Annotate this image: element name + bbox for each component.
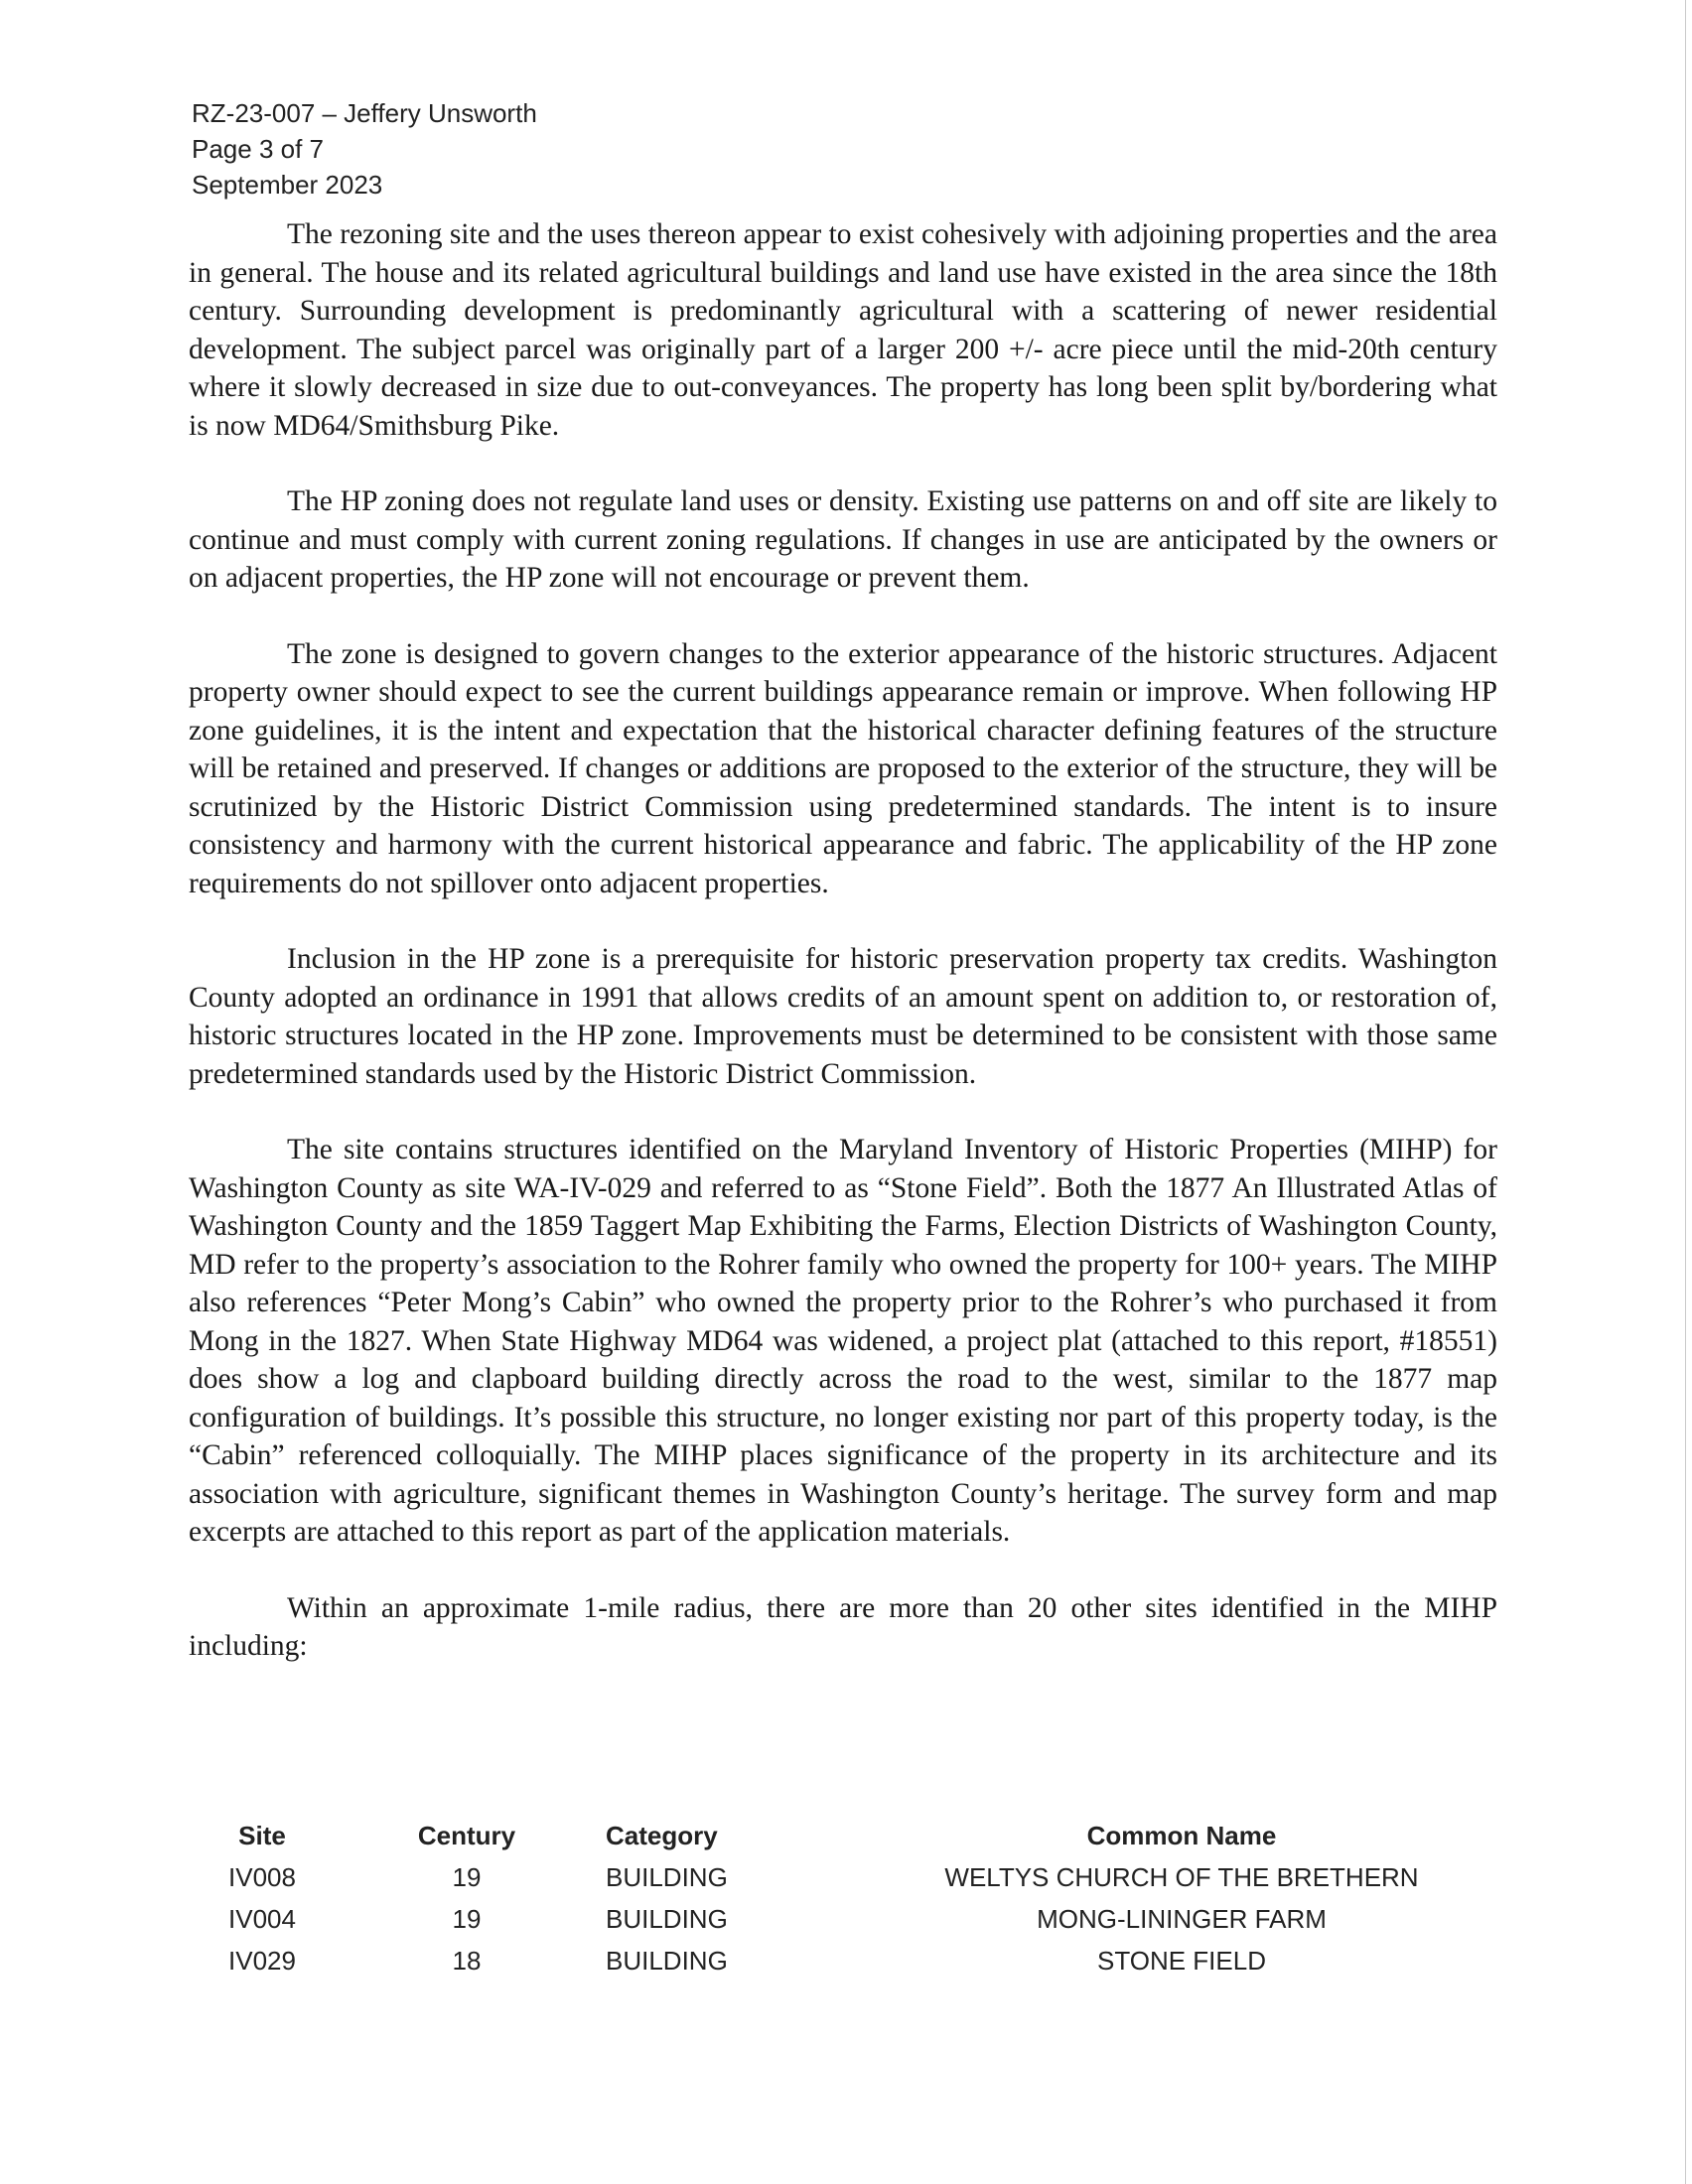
paragraph-mihp-history: The site contains structures identified on the Maryland Inventory of Historic Properties (MIHP) for Washington County as site WA-IV-029 and referred to as “Stone Field”. Both the 1877 An Illustrated Atlas of Washington County and the 1859 Taggert Map Exhibiting the Farms, Election Districts of Washington County, MD refer to the property’s association to the Rohrer family who owned the property for 100+ years. The MIHP also references “Peter Mong’s Cabin” who owned the property prior to the Rohrer’s who purchased it from Mong in the 1827. When State Highway MD64 was widened, a project plat (attached to this report, #18551) does show a log and clapboard building directly across the road to the west, similar to the 1877 map configuration of buildings. It’s possible this structure, no longer existing nor part of this property today, is the “Cabin” referenced colloquially. The MIHP places significance of the property in its architecture and its association with agriculture, significant themes in Washington County’s heritage. The survey form and map excerpts are attached to this report as part of the application materials. bbox=[189, 1134, 1497, 1548]
report-date: September 2023 bbox=[192, 170, 383, 200]
column-header-category: Category bbox=[606, 1821, 718, 1850]
report-body bbox=[189, 215, 1497, 1704]
cell-category: BUILDING bbox=[606, 1862, 728, 1892]
page-header bbox=[192, 95, 537, 203]
case-number: RZ-23-007 – Jeffery Unsworth bbox=[192, 98, 537, 128]
column-header-common-name: Common Name bbox=[1086, 1821, 1277, 1850]
paragraph-nearby-sites: Within an approximate 1-mile radius, there are more than 20 other sites identified in the MIHP including: bbox=[189, 1591, 1497, 1662]
cell-common-name: MONG-LININGER FARM bbox=[1037, 1904, 1327, 1934]
cell-century: 18 bbox=[452, 1946, 482, 1976]
table-row bbox=[189, 1940, 1440, 1981]
scan-edge-line bbox=[1685, 0, 1686, 2184]
table-row bbox=[189, 1856, 1440, 1898]
cell-site: IV029 bbox=[228, 1946, 296, 1976]
cell-century: 19 bbox=[452, 1862, 482, 1892]
cell-site: IV008 bbox=[228, 1862, 296, 1892]
paragraph-tax-credits: Inclusion in the HP zone is a prerequisite for historic preservation property tax credits. Washington County adopted an ordinance in 1991 that allows credits of an amount spent on addition to, or restoration of, historic structures located in the HP zone. Improvements must be determined to be consistent with those same predetermined standards used by the Historic District Commission. bbox=[189, 943, 1497, 1090]
table-header-row bbox=[189, 1815, 1440, 1856]
paragraph-exterior-appearance: The zone is designed to govern changes to the exterior appearance of the historic structures. Adjacent property owner should expect to see the current buildings appearance remain or improve. When following HP zone guidelines, it is the intent and expectation that the historical character defining features of the structure will be retained and preserved. If changes or additions are proposed to the exterior of the structure, they will be scrutinized by the Historic District Commission using predetermined standards. The intent is to insure consistency and harmony with the current historical appearance and fabric. The applicability of the HP zone requirements do not spillover onto adjacent properties. bbox=[189, 637, 1497, 899]
paragraph-compatibility: The rezoning site and the uses thereon appear to exist cohesively with adjoining properties and the area in general. The house and its related agricultural buildings and land use have existed in the area since the 18th century. Surrounding development is predominantly agricultural with a scattering of newer residential development. The subject parcel was originally part of a larger 200 +/- acre piece until the mid-20th century where it slowly decreased in size due to out-conveyances. The property has long been split by/bordering what is now MD64/Smithsburg Pike. bbox=[189, 218, 1497, 442]
cell-common-name: WELTYS CHURCH OF THE BRETHERN bbox=[944, 1862, 1419, 1892]
page-number: Page 3 of 7 bbox=[192, 134, 324, 164]
cell-category: BUILDING bbox=[606, 1946, 728, 1976]
paragraph-land-use: The HP zoning does not regulate land uses or density. Existing use patterns on and off site are likely to continue and must comply with current zoning regulations. If changes in use are anticipated by the owners or on adjacent properties, the HP zone will not encourage or prevent them. bbox=[189, 485, 1497, 594]
mihp-sites-table bbox=[189, 1815, 1440, 1981]
cell-category: BUILDING bbox=[606, 1904, 728, 1934]
table-row bbox=[189, 1898, 1440, 1940]
cell-common-name: STONE FIELD bbox=[1096, 1946, 1266, 1976]
column-header-century: Century bbox=[417, 1821, 516, 1850]
cell-site: IV004 bbox=[228, 1904, 296, 1934]
column-header-site: Site bbox=[238, 1821, 286, 1850]
cell-century: 19 bbox=[452, 1904, 482, 1934]
